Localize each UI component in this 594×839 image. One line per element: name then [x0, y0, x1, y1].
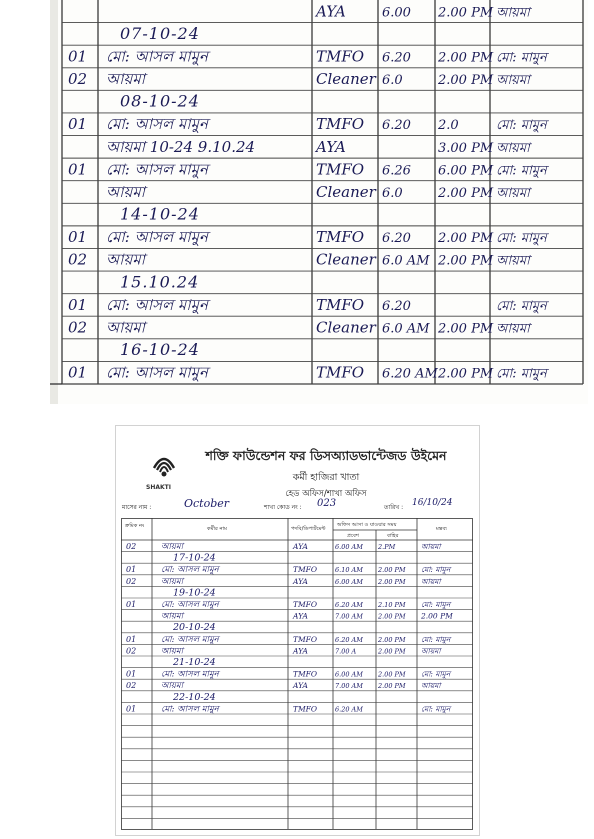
form-out-time: 2.00 PM — [378, 635, 406, 644]
top-signature: আয়মা — [496, 185, 530, 201]
form-header — [116, 426, 479, 514]
top-serial: 02 — [68, 250, 88, 269]
form-serial: 02 — [126, 576, 137, 586]
form-serial: 02 — [126, 542, 137, 552]
top-designation: TMFO — [316, 47, 365, 66]
serial-header: ক্রমিক নং — [125, 523, 145, 529]
register-title: কর্মী হাজিরা খাতা — [292, 472, 360, 483]
form-signature: 2.00 PM — [421, 611, 453, 621]
form-staff-name: মো: আসল মামুন — [161, 634, 219, 645]
form-signature: মো: মামুন — [421, 600, 451, 610]
form-table-header — [124, 522, 447, 539]
top-staff-name: আয়মা — [106, 70, 146, 89]
top-signature: মো: মামুন — [496, 118, 547, 134]
form-out-time: 2.00 PM — [378, 577, 406, 586]
form-in-time: 6.00 AM — [335, 577, 363, 586]
form-designation: AYA — [293, 576, 308, 586]
top-designation: Cleaner — [316, 250, 376, 269]
form-staff-name: আয়মা — [161, 611, 184, 622]
form-signature: মো: মামুন — [421, 704, 451, 714]
top-signature: আয়মা — [496, 73, 530, 89]
form-signature: মো: মামুন — [421, 669, 451, 679]
top-staff-name: আয়মা 10-24 9.10.24 — [106, 137, 256, 156]
form-designation: TMFO — [293, 704, 318, 714]
form-staff-name: আয়মা — [161, 576, 184, 587]
time-group-header: অফিস আসা ও যাওয়ার সময় — [337, 522, 397, 528]
top-serial: 01 — [68, 47, 88, 66]
form-staff-name: মো: আসল মামুন — [161, 565, 219, 576]
top-serial: 02 — [68, 318, 88, 337]
top-out-time: 2.00 PM — [438, 231, 494, 247]
form-designation: AYA — [293, 646, 308, 656]
form-out-time: 2.00 PM — [378, 682, 406, 691]
logo-text: SHAKTI — [146, 484, 171, 491]
top-signature: আয়মা — [496, 140, 530, 156]
form-designation: AYA — [293, 611, 308, 621]
top-in-time: 6.00 — [382, 5, 411, 21]
top-signature: মো: মামুন — [496, 366, 547, 382]
top-in-time: 6.0 — [382, 73, 403, 89]
top-signature: আয়মা — [496, 321, 530, 337]
form-serial: 01 — [126, 704, 137, 714]
month-label: মাসের নাম : — [122, 504, 152, 511]
form-in-time: 6.00 AM — [335, 670, 363, 679]
form-serial: 01 — [126, 634, 137, 644]
top-designation: TMFO — [316, 160, 365, 179]
form-out-time: 2.00 PM — [378, 647, 406, 656]
remarks-header: মন্তব্য — [436, 526, 447, 532]
top-out-time: 2.00 PM — [438, 73, 494, 89]
top-register-photo — [50, 0, 588, 404]
top-serial: 01 — [68, 228, 88, 247]
top-staff-name: আয়মা — [106, 318, 146, 337]
form-designation: TMFO — [293, 600, 318, 610]
top-in-time: 6.20 — [382, 50, 411, 66]
top-signature: মো: মামুন — [496, 163, 547, 179]
form-designation: TMFO — [293, 565, 318, 575]
form-out-time: 2.10 PM — [378, 601, 406, 610]
form-signature: আয়মা — [421, 681, 441, 691]
top-date-marker: 07-10-24 — [120, 23, 200, 43]
top-serial: 02 — [68, 70, 88, 89]
top-date-marker: 08-10-24 — [120, 91, 200, 111]
attendance-form-sheet — [115, 425, 480, 836]
branch-code-label: শাখা কোড নং : — [264, 504, 302, 511]
form-in-time: 6.00 AM — [335, 543, 363, 552]
form-signature: আয়মা — [421, 542, 441, 552]
top-staff-name: আয়মা — [106, 182, 146, 201]
form-date-marker: 22-10-24 — [173, 691, 216, 703]
form-designation: TMFO — [293, 669, 318, 679]
form-serial: 02 — [126, 681, 137, 691]
top-staff-name: আয়মা — [106, 250, 146, 269]
top-in-time: 6.0 — [382, 185, 403, 201]
form-in-time: 7.00 AM — [335, 682, 363, 691]
form-staff-name: আয়মা — [161, 646, 184, 657]
date-label: তারিখ : — [384, 504, 404, 511]
top-designation: Cleaner — [316, 318, 376, 337]
top-signature: মো: মামুন — [496, 298, 547, 314]
top-serial: 01 — [68, 363, 88, 382]
top-in-time: 6.20 — [382, 118, 411, 134]
top-signature: মো: মামুন — [496, 50, 547, 66]
organization-name: শক্তি ফাউন্ডেশন ফর ডিসঅ্যাডভান্টেজড উইমেন — [205, 448, 447, 463]
top-staff-name: মো: আসল মামুন — [106, 115, 208, 134]
top-serial: 01 — [68, 115, 88, 134]
form-date-marker: 17-10-24 — [173, 552, 216, 564]
top-staff-name: মো: আসল মামুন — [106, 228, 208, 247]
top-date-marker: 16-10-24 — [120, 340, 200, 360]
top-in-time: 6.20 AM — [382, 366, 438, 382]
form-date-marker: 20-10-24 — [173, 622, 216, 634]
form-designation: AYA — [293, 681, 308, 691]
form-in-time: 6.20 AM — [335, 705, 363, 714]
top-in-time: 6.0 AM — [382, 253, 430, 269]
top-staff-name: মো: আসল মামুন — [106, 160, 208, 179]
top-serial: 01 — [68, 160, 88, 179]
top-signature: আয়মা — [496, 5, 530, 21]
top-signature: আয়মা — [496, 253, 530, 269]
top-signature: মো: মামুন — [496, 231, 547, 247]
form-out-time: 2.00 PM — [378, 670, 406, 679]
top-out-time: 2.00 PM — [438, 253, 494, 269]
attendance-form-table — [121, 518, 473, 830]
top-designation: TMFO — [316, 295, 365, 314]
form-designation: AYA — [293, 542, 308, 552]
month-value: October — [184, 497, 230, 510]
designation-header: পদবি/ডিপার্টমেন্ট — [291, 526, 326, 532]
entry-header: প্রবেশ — [347, 533, 359, 539]
form-signature: মো: মামুন — [421, 634, 451, 644]
form-signature: আয়মা — [421, 646, 441, 656]
top-designation: TMFO — [316, 115, 365, 134]
top-out-time: 2.00 PM — [438, 185, 494, 201]
top-designation: TMFO — [316, 228, 365, 247]
top-in-time: 6.20 — [382, 231, 411, 247]
top-out-time: 6.00 PM — [438, 163, 494, 179]
office-type: হেড অফিস/শাখা অফিস — [285, 489, 367, 499]
top-register-table — [50, 0, 588, 404]
top-out-time: 3.00 PM — [438, 140, 494, 156]
top-designation: TMFO — [316, 363, 365, 382]
form-date-marker: 21-10-24 — [173, 657, 216, 669]
form-signature: মো: মামুন — [421, 565, 451, 575]
top-date-marker: 14-10-24 — [120, 204, 200, 224]
form-meta-row — [122, 497, 474, 514]
form-designation: TMFO — [293, 634, 318, 644]
top-designation: AYA — [316, 137, 346, 156]
top-in-time: 6.0 AM — [382, 321, 430, 337]
form-staff-name: আয়মা — [161, 542, 184, 553]
form-out-time: 2.PM — [378, 543, 396, 552]
top-designation: AYA — [316, 2, 346, 21]
form-staff-name: মো: আসল মামুন — [161, 600, 219, 611]
top-date-marker: 15.10.24 — [120, 272, 200, 292]
top-in-time: 6.26 — [382, 163, 411, 179]
form-serial: 01 — [126, 669, 137, 679]
top-out-time: 2.00 PM — [438, 5, 494, 21]
form-serial: 02 — [126, 646, 137, 656]
top-designation: Cleaner — [316, 70, 376, 89]
exit-header: বাহির — [387, 533, 399, 539]
shakti-logo-icon — [150, 446, 178, 480]
date-value: 16/10/24 — [412, 498, 453, 508]
form-in-time: 6.20 AM — [335, 635, 363, 644]
form-signature: আয়মা — [421, 576, 441, 586]
form-in-time: 6.10 AM — [335, 566, 363, 575]
form-staff-name: আয়মা — [161, 681, 184, 692]
top-staff-name: মো: আসল মামুন — [106, 363, 208, 382]
top-designation: Cleaner — [316, 182, 376, 201]
form-staff-name: মো: আসল মামুন — [161, 704, 219, 715]
form-staff-name: মো: আসল মামুন — [161, 669, 219, 680]
branch-code-value: 023 — [317, 498, 337, 509]
form-serial: 01 — [126, 600, 137, 610]
top-out-time: 2.00 PM — [438, 366, 494, 382]
top-serial: 01 — [68, 295, 88, 314]
top-staff-name: মো: আসল মামুন — [106, 47, 208, 66]
form-in-time: 6.20 AM — [335, 601, 363, 610]
form-out-time: 2.00 PM — [378, 612, 406, 621]
form-serial: 01 — [126, 565, 137, 575]
name-header: কর্মীর নাম — [207, 526, 227, 532]
top-staff-name: মো: আসল মামুন — [106, 295, 208, 314]
form-out-time: 2.00 PM — [378, 566, 406, 575]
top-out-time: 2.00 PM — [438, 321, 494, 337]
top-out-time: 2.0 — [438, 118, 459, 134]
form-date-marker: 19-10-24 — [173, 587, 216, 599]
top-out-time: 2.00 PM — [438, 50, 494, 66]
form-in-time: 7.00 AM — [335, 612, 363, 621]
form-in-time: 7.00 A — [335, 647, 357, 656]
top-in-time: 6.20 — [382, 298, 411, 314]
